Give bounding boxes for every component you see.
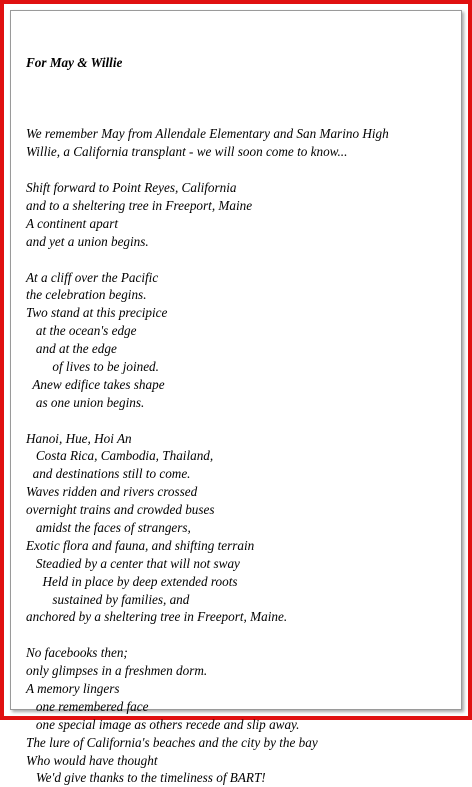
poem-line: only glimpses in a freshmen dorm.: [26, 663, 208, 679]
poem-line: Costa Rica, Cambodia, Thailand,: [26, 448, 214, 464]
poem-line: amidst the faces of strangers,: [26, 520, 191, 535]
poem-line: the celebration begins.: [26, 287, 147, 303]
poem-line: one remembered face: [26, 698, 149, 714]
poem-line: Shift forward to Point Reyes, California: [26, 180, 237, 196]
poem-body: [26, 18, 466, 787]
poem-line: At a cliff over the Pacific: [26, 269, 159, 285]
poem-line: at the ocean's edge: [26, 323, 137, 339]
poem-line: Two stand at this precipice: [26, 305, 168, 321]
poem-line: We remember May from Allendale Elementary and San Marino High: [26, 126, 389, 142]
poem-line: Steadied by a center that will not sway: [26, 555, 240, 571]
stanza-break: [26, 626, 466, 644]
poem-line: sustained by families, and: [26, 591, 190, 607]
poem-line: Anew edifice takes shape: [26, 376, 165, 392]
poem-line: Hanoi, Hue, Hoi An: [26, 430, 132, 446]
poem-line: Who would have thought: [26, 752, 158, 768]
poem-line: No facebooks then;: [26, 645, 128, 661]
poem-line: We'd give thanks to the timeliness of BART!: [26, 770, 266, 786]
poem-line: Willie, a California transplant - we will soon come to know...: [26, 144, 348, 160]
poem-line: one special image as others recede and slip away.: [26, 716, 300, 732]
poem-line: and to a sheltering tree in Freeport, Maine: [26, 197, 253, 213]
poem-line: and destinations still to come.: [26, 466, 191, 482]
stanza-break: [26, 161, 466, 179]
poem-line: overnight trains and crowded buses: [26, 502, 215, 518]
stanza-break: [26, 251, 466, 269]
poem-line: Waves ridden and rivers crossed: [26, 484, 198, 500]
poem-line: and yet a union begins.: [26, 233, 149, 249]
stanza-break: [26, 412, 466, 430]
poem-line: as one union begins.: [26, 394, 145, 410]
poem-line: The lure of California's beaches and the city by the bay: [26, 734, 318, 750]
poem-line: anchored by a sheltering tree in Freeport, Maine.: [26, 609, 288, 625]
poem-line: Exotic flora and fauna, and shifting terrain: [26, 537, 255, 553]
poem-title: For May & Willie: [26, 54, 123, 70]
poem-line: of lives to be joined.: [26, 358, 159, 374]
poem-line: and at the edge: [26, 341, 117, 357]
poem-line: Held in place by deep extended roots: [26, 573, 238, 589]
stanza-break: [26, 108, 466, 126]
poem-line: A continent apart: [26, 215, 119, 231]
poem-line: A memory lingers: [26, 681, 120, 697]
